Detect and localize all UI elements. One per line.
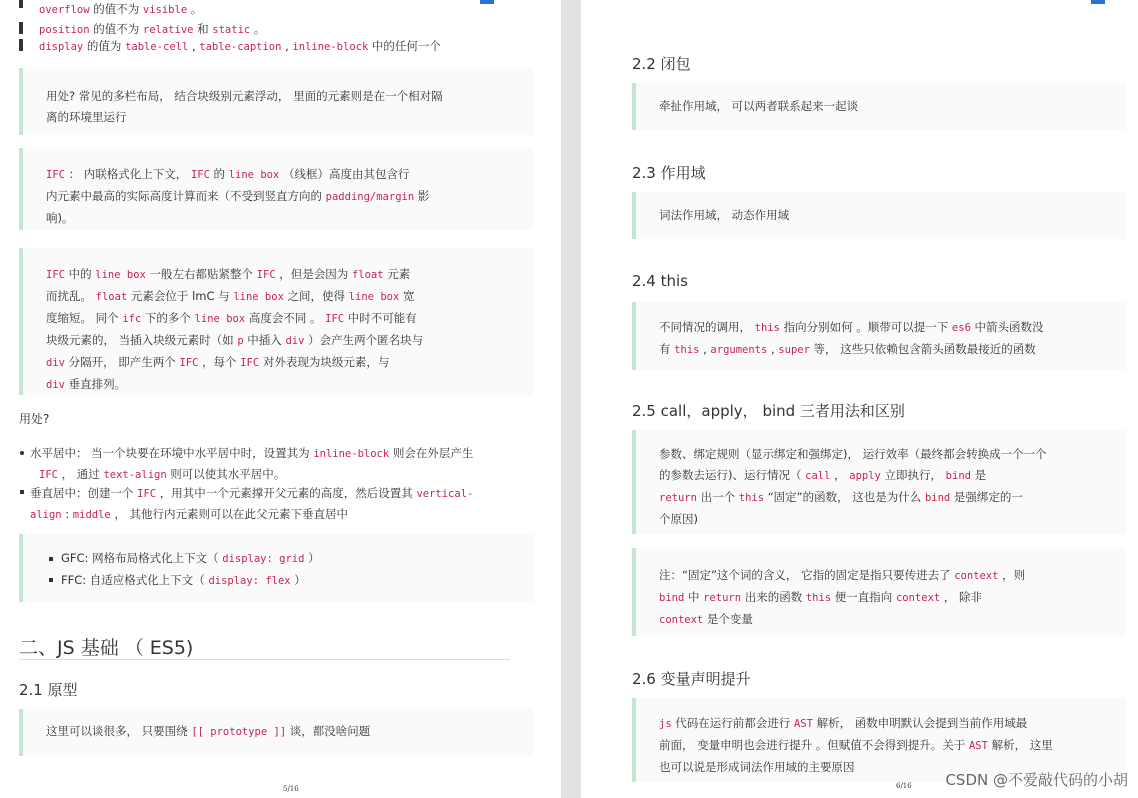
blockquote — [19, 709, 533, 756]
list-item — [39, 22, 265, 38]
text-run: 则可以使其水平居中。 — [166, 467, 286, 481]
blockquote — [632, 83, 1126, 130]
text-run: 水平居中： 当一个块要在环境中水平居中时，设置其为 — [30, 446, 314, 460]
quote-line — [659, 317, 1044, 339]
text-run: （线框）高度由其包含行 — [279, 167, 410, 181]
inline-code: [[ prototype ]] — [191, 726, 287, 738]
inline-code: inline-block — [292, 41, 369, 53]
blockquote — [632, 302, 1126, 370]
bullet — [20, 451, 24, 455]
inline-code: visible — [142, 4, 188, 16]
text-run: 代码在运行前都会进行 — [671, 716, 794, 730]
inline-code: bind — [924, 492, 951, 504]
quote-line — [61, 570, 320, 592]
bookmark-icon — [480, 0, 494, 4]
text-run: 度缩短。 同个 — [46, 311, 123, 325]
quote-line — [46, 352, 423, 374]
text-run: : — [61, 507, 73, 521]
inline-code: middle — [72, 509, 111, 521]
quote-line — [659, 609, 1025, 631]
text-run: 参数、绑定规则（显示绑定和强绑定)， 运行效率（最终都会转换成一个一个 — [659, 447, 1047, 461]
inline-code: IFC — [240, 357, 260, 369]
bullet — [49, 578, 53, 582]
quote-line — [659, 205, 789, 226]
text-run: ： 内联格式化上下文， — [64, 167, 191, 181]
inline-code: table-cell — [125, 41, 189, 53]
text-run: 下的多个 — [141, 311, 195, 325]
text-run: 注：“固定”这个词的含义， 它指的固定是指只要传进去了 — [659, 568, 955, 582]
inline-code: super — [778, 344, 810, 356]
text-run: 不同情况的调用， — [659, 320, 755, 334]
text-run: , — [767, 342, 779, 356]
usage-item-cont — [39, 467, 285, 483]
text-run: 等， 这些只依赖包含箭头函数最接近的函数 — [809, 342, 1036, 356]
text-run: , — [281, 39, 293, 53]
text-run: 是个变量 — [703, 612, 753, 626]
inline-code: display: flex — [208, 575, 291, 587]
text-run: 之间，使得 — [283, 289, 349, 303]
text-run: 块级元素的， 当插入块级元素时（如 — [46, 333, 238, 347]
text-run: FFC: 自适应格式化上下文（ — [61, 573, 209, 587]
text-run: ） — [304, 551, 320, 565]
text-run: 影 — [414, 189, 430, 203]
inline-code: div — [285, 335, 305, 347]
text-run: ，用其中一个元素撑开父元素的高度，然后设置其 — [156, 486, 417, 500]
quote-line — [659, 465, 1047, 487]
blockquote — [632, 548, 1126, 636]
text-run: 这里可以谈很多， 只要围绕 — [46, 724, 192, 738]
text-run: 。 — [187, 2, 203, 16]
quote-line — [46, 374, 423, 396]
text-run: 的值不为 — [89, 22, 143, 36]
list-marker — [19, 39, 23, 51]
inline-code: padding/margin — [325, 191, 415, 203]
inline-code: line box — [348, 291, 400, 303]
inline-code: this — [674, 344, 700, 356]
text-run: ， — [830, 468, 850, 482]
quote-line — [46, 286, 423, 308]
text-run: 和 — [193, 22, 213, 36]
text-run: 响)。 — [46, 211, 74, 225]
inline-code: line box — [228, 169, 280, 181]
quote-line — [659, 339, 1044, 361]
text-run: 是强绑定的一 — [950, 490, 1023, 504]
inline-code: line box — [194, 313, 246, 325]
inline-code: context — [895, 592, 941, 604]
page-gutter — [561, 0, 581, 798]
quote-line — [46, 264, 423, 286]
text-run: 中的任何一个 — [368, 39, 441, 53]
text-run: 而扰乱。 — [46, 289, 96, 303]
list-item — [39, 39, 441, 55]
text-run: 中箭头函数没 — [970, 320, 1044, 334]
text-run: ， 除非 — [940, 590, 983, 604]
inline-code: IFC — [46, 169, 65, 181]
subsection-heading: 2.4 this — [632, 272, 688, 290]
text-run: 的值为 — [83, 39, 126, 53]
inline-code: IFC — [179, 357, 199, 369]
text-run: 的参数去运行)、运行情况（ — [659, 468, 806, 482]
inline-code: bind — [659, 592, 685, 604]
inline-code: IFC — [39, 469, 58, 481]
inline-code: vertical- — [416, 488, 474, 500]
quote-line — [46, 721, 370, 743]
subsection-heading: 2.1 原型 — [19, 681, 78, 699]
text-run: 。 — [250, 22, 266, 36]
inline-code: IFC — [256, 269, 276, 281]
text-run: 牵扯作用域， 可以两者联系起来一起谈 — [659, 99, 859, 113]
text-run: ， 通过 — [57, 467, 104, 481]
text-run: 解析， 函数申明默认会提到当前作用域最 — [812, 716, 1028, 730]
text-run: ，则 — [998, 568, 1026, 582]
inline-code: ifc — [122, 313, 142, 325]
page-number: 6/16 — [896, 782, 912, 790]
text-run: 元素 — [383, 267, 411, 281]
quote-line — [46, 186, 429, 208]
text-run: , — [699, 342, 711, 356]
quote-line — [659, 565, 1025, 587]
inline-code: arguments — [710, 344, 768, 356]
text-run: 则会在外层产生 — [389, 446, 474, 460]
text-run: 是 — [970, 468, 987, 482]
inline-code: bind — [945, 470, 971, 482]
bookmark-icon — [1091, 0, 1105, 4]
text-run: 词法作用域， 动态作用域 — [659, 208, 790, 222]
right-page — [581, 0, 1138, 798]
inline-code: relative — [142, 24, 194, 36]
quote-line — [659, 487, 1047, 509]
inline-code: AST — [968, 740, 988, 752]
text-run: 前面， 变量申明也会进行提升 。但赋值不会得到提升。关于 — [659, 738, 969, 752]
divider — [19, 659, 510, 660]
inline-code: static — [212, 24, 251, 36]
inline-code: return — [659, 492, 697, 504]
blockquote — [19, 68, 533, 135]
text-run: 内元素中最高的实际高度计算而来（不受到竖直方向的 — [46, 189, 326, 203]
text-run: 指向分别如何 。顺带可以提一下 — [779, 320, 952, 334]
bullet — [49, 557, 53, 561]
inline-code: table-caption — [199, 41, 282, 53]
text-run: 中插入 — [243, 333, 286, 347]
quote-line — [46, 208, 429, 229]
text-run: ）会产生两个匿名块与 — [304, 333, 424, 347]
text-run: 便一直指向 — [831, 590, 896, 604]
text-run: 个原因) — [659, 512, 698, 526]
subsection-heading: 2.6 变量声明提升 — [632, 670, 751, 688]
inline-code: IFC — [325, 313, 345, 325]
inline-code: apply — [849, 470, 881, 482]
inline-code: this — [738, 492, 765, 504]
text-run: 中时不可能有 — [344, 311, 417, 325]
inline-code: context — [659, 614, 704, 626]
blockquote — [19, 534, 533, 602]
list-item — [39, 2, 202, 18]
list-marker — [19, 0, 23, 8]
inline-code: context — [954, 570, 999, 582]
inline-code: float — [95, 291, 128, 303]
inline-code: AST — [793, 718, 813, 730]
blockquote — [632, 192, 1126, 239]
usage-title: 用处? — [19, 412, 50, 426]
usage-item — [30, 446, 473, 462]
text-run: , — [188, 39, 200, 53]
inline-code: line box — [95, 269, 146, 281]
text-run: 高度会不同 。 — [245, 311, 326, 325]
quote-line — [659, 96, 858, 117]
usage-item — [30, 486, 473, 502]
quote-line: 离的环境里运行 — [46, 110, 127, 124]
text-run: ，但是会因为 — [275, 267, 352, 281]
subsection-heading: 2.5 call，apply， bind 三者用法和区别 — [632, 402, 905, 420]
text-run: 一般左右都贴紧整个 — [145, 267, 257, 281]
inline-code: IFC — [137, 488, 157, 500]
inline-code: js — [659, 718, 672, 730]
quote-line — [659, 713, 1053, 735]
inline-code: align — [30, 509, 62, 521]
subsection-heading: 2.3 作用域 — [632, 164, 706, 182]
quote-line — [46, 164, 429, 186]
quote-line — [46, 308, 423, 330]
text-run: 也可以说是形成词法作用域的主要原因 — [659, 760, 855, 774]
inline-code: div — [46, 357, 65, 369]
quote-line — [659, 509, 1047, 530]
text-run: 的值不为 — [89, 2, 143, 16]
text-run: 垂直居中：创建一个 — [30, 486, 138, 500]
inline-code: IFC — [190, 169, 210, 181]
quote-line — [659, 587, 1025, 609]
inline-code: this — [805, 592, 832, 604]
inline-code: line box — [233, 291, 284, 303]
text-run: 对外表现为块级元素，与 — [259, 355, 390, 369]
text-run: 元素会位于 lmC 与 — [127, 289, 234, 303]
text-run: 垂直排列。 — [64, 377, 127, 391]
text-run: 中的 — [64, 267, 96, 281]
inline-code: p — [237, 335, 244, 347]
text-run: GFC: 网格布局格式化上下文（ — [61, 551, 223, 565]
text-run: “固定”的函数， 这也是为什么 — [764, 490, 925, 504]
inline-code: inline-block — [313, 448, 390, 460]
blockquote — [632, 430, 1126, 534]
blockquote — [19, 248, 533, 395]
quote-line — [46, 330, 423, 352]
inline-code: return — [703, 592, 742, 604]
inline-code: es6 — [951, 322, 971, 334]
inline-code: display: grid — [222, 553, 305, 565]
inline-code: float — [351, 269, 384, 281]
usage-item-cont — [30, 507, 348, 523]
text-run: 中 — [684, 590, 704, 604]
inline-code: div — [46, 379, 65, 391]
list-marker — [19, 22, 23, 34]
quote-line: 用处? 常见的多栏布局， 结合块级别元素浮动， 里面的元素则是在一个相对隔 — [46, 89, 443, 103]
text-run: 出来的函数 — [741, 590, 806, 604]
text-run: 分隔开， 即产生两个 — [64, 355, 180, 369]
inline-code: position — [39, 24, 90, 36]
text-run: 宽 — [399, 289, 415, 303]
inline-code: this — [754, 322, 780, 334]
text-run: 出一个 — [696, 490, 739, 504]
text-run: 有 — [659, 342, 675, 356]
quote-line — [659, 444, 1047, 465]
text-run: 立即执行， — [880, 468, 946, 482]
quote-line — [61, 548, 320, 570]
page-number: 5/16 — [283, 785, 299, 793]
text-run: ，每个 — [198, 355, 241, 369]
watermark: CSDN @不爱敲代码的小胡 — [945, 771, 1128, 789]
text-run: 谈，都没啥问题 — [286, 724, 371, 738]
left-page — [0, 0, 561, 798]
inline-code: text-align — [103, 469, 167, 481]
inline-code: call — [805, 470, 831, 482]
subsection-heading: 2.2 闭包 — [632, 55, 691, 73]
bullet — [20, 490, 24, 494]
section-heading: 二、JS 基础 （ ES5) — [19, 637, 194, 659]
text-run: ， 其他行内元素则可以在此父元素下垂直居中 — [110, 507, 349, 521]
quote-line — [659, 735, 1053, 757]
blockquote — [19, 148, 533, 230]
inline-code: IFC — [46, 269, 65, 281]
text-run: 的 — [209, 167, 229, 181]
inline-code: overflow — [39, 4, 90, 16]
text-run: ） — [290, 573, 306, 587]
inline-code: display — [39, 41, 84, 53]
text-run: 解析， 这里 — [987, 738, 1053, 752]
